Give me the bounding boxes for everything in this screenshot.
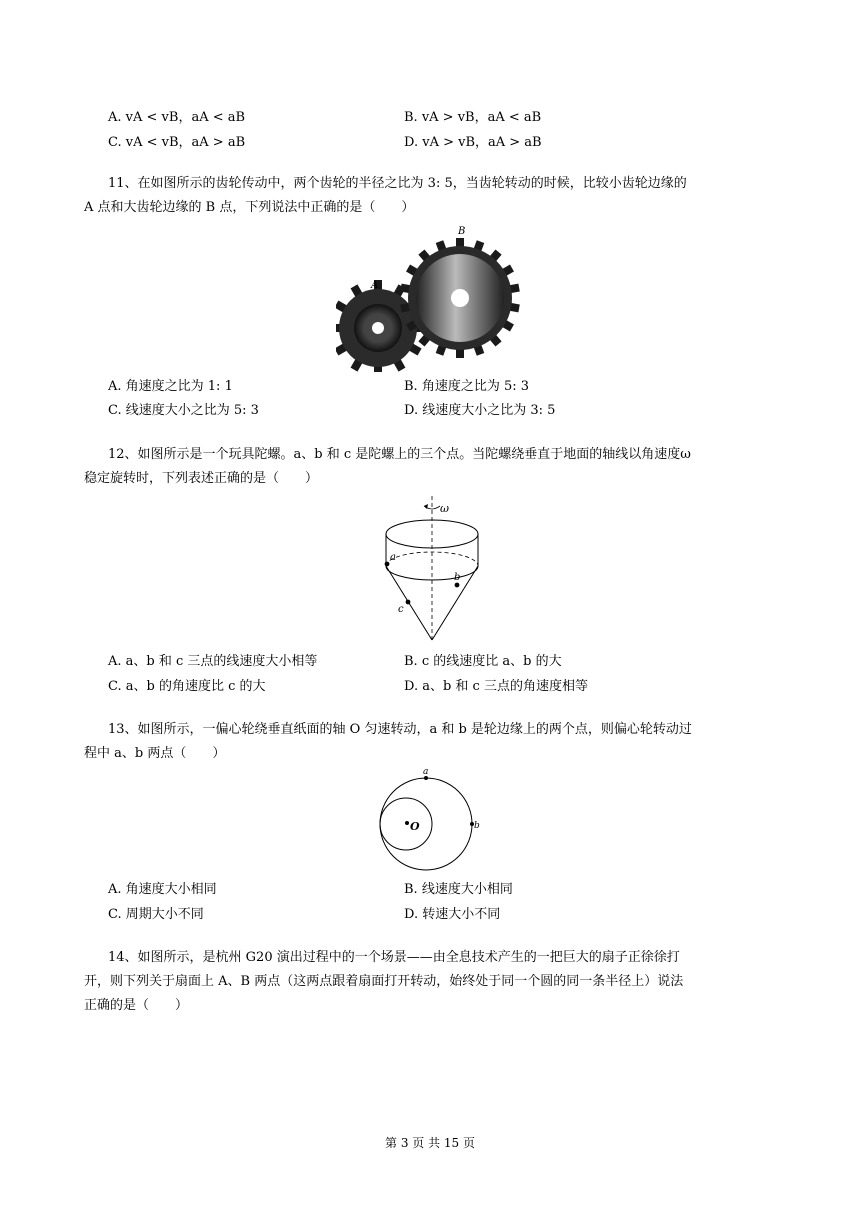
omega-label: ω [440,502,449,515]
q13-option-d: D. 转速大小不同 [404,907,501,922]
question-14-line-3: 正确的是（ ） [84,998,189,1013]
gear-label-b: B [458,226,466,237]
point-c-label: c [398,604,404,615]
q11-option-a: A. 角速度之比为 1: 1 [108,379,233,394]
q10-option-b: B. vA > vB，aA < aB [404,110,542,125]
question-12-text [84,443,788,491]
q12-option-d: D. a、b 和 c 三点的角速度相等 [404,679,588,694]
wheel-point-b-label: b [474,821,480,831]
spinning-top-figure [380,494,490,644]
point-a-label: a [390,552,396,563]
q11-option-c: C. 线速度大小之比为 5: 3 [108,403,259,418]
question-12-line-1: 12、如图所示是一个玩具陀螺。a、b 和 c 是陀螺上的三个点。当陀螺绕垂直于地面的轴线以角速度ω [108,447,691,462]
q12-option-b: B. c 的线速度比 a、b 的大 [404,654,562,669]
question-14-text [84,946,788,1018]
question-11-line-2: A 点和大齿轮边缘的 B 点，下列说法中正确的是（ ） [84,200,415,215]
question-11-text [84,172,788,220]
q10-option-a: A. vA < vB，aA < aB [108,110,246,125]
q13-option-c: C. 周期大小不同 [108,907,204,922]
question-14-line-2: 开，则下列关于扇面上 A、B 两点（这两点跟着扇面打开转动，始终处于同一个圆的同一条半径上）说法 [84,974,684,989]
q13-option-a: A. 角速度大小相同 [108,882,217,897]
question-13-line-2: 程中 a、b 两点（ ） [84,746,226,761]
wheel-axis-o-label: O [410,820,420,833]
question-14-line-1: 14、如图所示，是杭州 G20 演出过程中的一个场景——由全息技术产生的一把巨大的扇子正徐徐打 [108,950,680,965]
wheel-point-a-label: a [423,767,429,777]
page-footer: 第 3 页 共 15 页 [385,1136,475,1150]
large-gear-icon [400,238,520,358]
question-13-text [84,718,788,766]
eccentric-wheel-figure [374,764,486,874]
gear-label-a: A [371,280,379,291]
question-12-line-2: 稳定旋转时，下列表述正确的是（ ） [84,471,319,486]
q11-option-b: B. 角速度之比为 5: 3 [404,379,530,394]
question-11-line-1: 11、在如图所示的齿轮传动中，两个齿轮的半径之比为 3: 5，当齿轮转动的时候，比较小齿轮边缘的 [108,176,687,191]
q12-option-a: A. a、b 和 c 三点的线速度大小相等 [108,654,318,669]
gear-figure [336,220,526,372]
q13-option-b: B. 线速度大小相同 [404,882,513,897]
point-b-label: b [454,572,461,583]
question-13-line-1: 13、如图所示，一偏心轮绕垂直纸面的轴 O 匀速转动，a 和 b 是轮边缘上的两个点，则偏心轮转动过 [108,722,692,737]
q12-option-c: C. a、b 的角速度比 c 的大 [108,679,266,694]
q10-option-c: C. vA < vB，aA > aB [108,135,246,150]
q10-option-d: D. vA > vB，aA > aB [404,135,542,150]
q11-option-d: D. 线速度大小之比为 3: 5 [404,403,556,418]
